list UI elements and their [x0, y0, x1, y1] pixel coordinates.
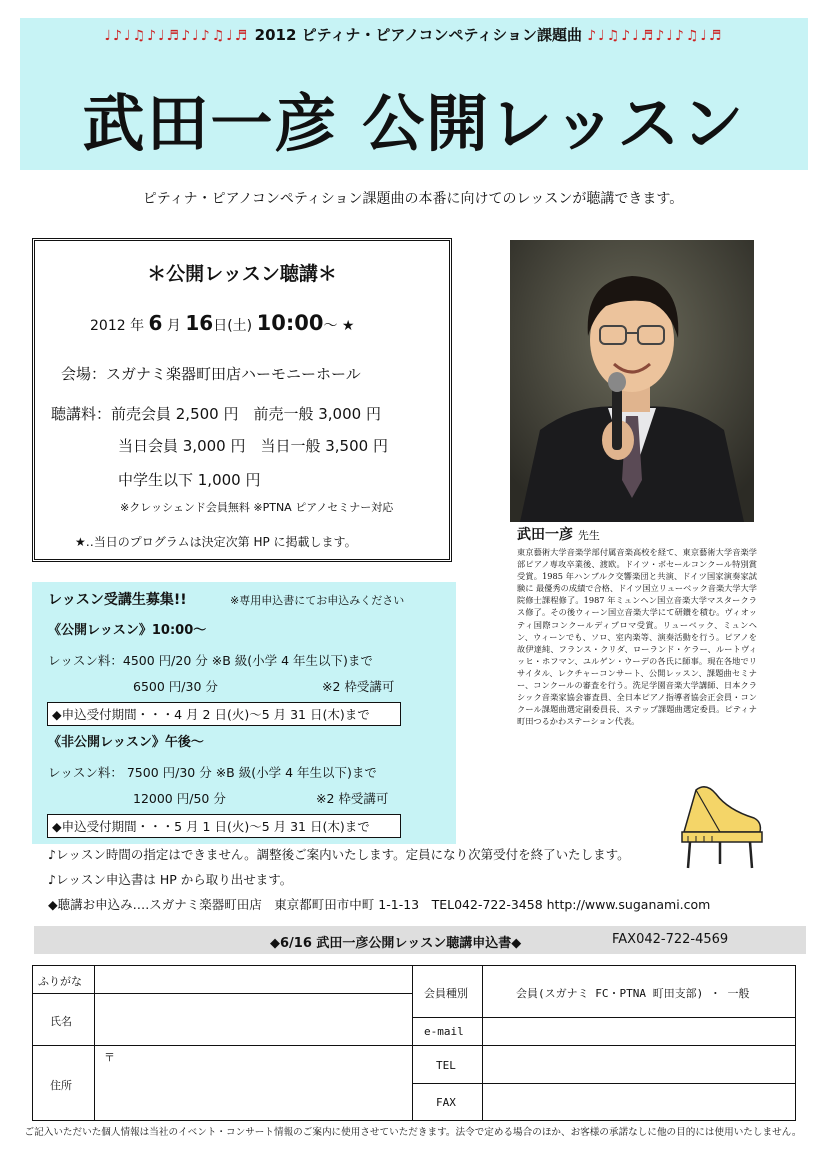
privacy-footer: ご記入いただいた個人情報は当社のイベント・コンサート情報のご案内に使用させていただきます。法令で定める場合のほか、お客様の承諾なしに他の目的には使用いたしません。: [24, 1127, 802, 1138]
member-type-label: 会員種別: [424, 987, 468, 1000]
name-field[interactable]: [96, 995, 410, 1044]
private-lesson-period: ◆申込受付期間・・・5 月 1 日(火)～5 月 31 日(木)まで: [47, 814, 401, 838]
postal-mark: 〒: [104, 1051, 115, 1064]
note-line-1: ♪レッスン時間の指定はできません。調整後ご案内いたします。定員になり次第受付を終了いたします。: [48, 847, 630, 862]
public-lesson-subtitle: 《公開レッスン》10:00～: [48, 623, 207, 638]
public-lesson-fee-2: 6500 円/30 分: [133, 679, 218, 694]
event-time: 10:00: [256, 311, 324, 335]
private-lesson-fee-1: レッスン料： 7500 円/30 分 ※B 級(小学 4 年生以下)まで: [48, 765, 377, 780]
public-lesson-period: ◆申込受付期間・・・4 月 2 日(火)～5 月 31 日(木)まで: [47, 702, 401, 726]
fee-line-3: 中学生以下 1,000 円: [118, 471, 261, 489]
piano-icon: [676, 780, 766, 872]
teacher-name-text: 武田一彦: [517, 527, 573, 543]
recruit-heading-note: ※専用申込書にてお申込みください: [230, 594, 405, 607]
public-lesson-title: ＊公開レッスン聴講＊: [147, 263, 337, 285]
address-label: 住所: [50, 1079, 72, 1092]
date-year: 2012: [90, 318, 126, 334]
teacher-name-suffix: 先生: [577, 529, 600, 542]
music-notes-right: ♪♩♫♪♩♬♪♩♪♫♩♬: [587, 28, 724, 44]
public-lesson-box: [32, 238, 452, 562]
fee-line-1: 聴講料：前売会員 2,500 円 前売一般 3,000 円: [51, 405, 381, 423]
email-label: e-mail: [424, 1025, 464, 1038]
event-date: [90, 311, 354, 335]
public-lesson-fee-2-note: ※2 枠受講可: [322, 679, 395, 694]
member-type-options[interactable]: 会員(スガナミ FC・PTNA 町田支部) ・ 一般: [516, 987, 750, 1000]
recruit-heading: レッスン受講生募集!!: [48, 592, 187, 608]
page-title: 武田一彦 公開レッスン: [82, 87, 746, 160]
address-field[interactable]: [96, 1047, 410, 1119]
note-line-2: ♪レッスン申込書は HP から取り出せます。: [48, 872, 293, 887]
private-lesson-subtitle: 《非公開レッスン》午後～: [48, 735, 204, 750]
teacher-name: [517, 524, 600, 544]
intro-text: ピティナ・ピアノコンペティション課題曲の本番に向けてのレッスンが聴講できます。: [142, 191, 684, 207]
music-notes-left: ♩♪♩♫♪♩♬♪♩♪♫♩♬: [104, 28, 250, 44]
header-subtitle-text: 2012 ピティナ・ピアノコンペティション課題曲: [254, 26, 582, 44]
date-day-suffix: 日(土): [213, 318, 253, 334]
header-subtitle: [20, 24, 808, 45]
teacher-photo-illustration: [510, 240, 754, 522]
header-banner: [20, 18, 808, 170]
note-line-3: ◆聴講お申込み‥‥スガナミ楽器町田店 東京都町田市中町 1-1-13 TEL042-722-3458 http://www.suganami.com: [48, 897, 711, 912]
fee-note: ※クレッシェンド会員無料 ※PTNA ピアノセミナー対応: [120, 501, 394, 514]
tel-label: TEL: [436, 1059, 456, 1072]
private-lesson-fee-2: 12000 円/50 分: [133, 791, 226, 806]
date-day: 16: [185, 311, 214, 335]
name-label: 氏名: [50, 1015, 72, 1028]
teacher-bio: 東京藝術大学音楽学部付属音楽高校を経て、東京藝術大学音楽学部ピアノ専攻卒業後、渡欧。ドイツ・ボセールコンクール特別賞受賞。1985 年ハンブルク交響楽団と共演、ドイツ国家演奏家試験に 最優秀の成績で合格、ドイツ国立リューベック音楽大学大学院修士課程修了。1987 年ミュンヘン国立音楽大学マスタークラス修了。その後ウィーン国立音楽大学にて研鑽を積む。ヴィオッティ国際コンクールディプロマ受賞。リューベック、ミュンヘン、ウィーンでも、ソロ、室内楽等、演奏活動を行う。ピアノを故伊達純、フランス・クリダ、ローランド・ケラー、ルートヴィッヒ・ホフマン、ユルゲン・ウーデの各氏に師事。現在各地でリサイタル、レクチャーコンサート、公開レッスン、課題曲セミナー、コンクールの審査を行う。洗足学園音楽大学講師、日本クラシック音楽家協会審査員、全日本ピアノ指導者協会正会員・コンクール課題曲選定副委員長、ステップ課題曲選定委員。ピティナ町田つるかわステーション代表。: [517, 547, 757, 727]
furigana-field[interactable]: [96, 967, 410, 992]
email-field[interactable]: [484, 1019, 794, 1044]
fax-field[interactable]: [484, 1085, 794, 1119]
fee-line-2: 当日会員 3,000 円 当日一般 3,500 円: [118, 437, 388, 455]
public-lesson-fee-1: レッスン料：4500 円/20 分 ※B 級(小学 4 年生以下)まで: [48, 653, 373, 668]
teacher-photo: [510, 240, 754, 522]
application-form: [32, 965, 796, 1121]
date-month-suffix: 月: [166, 318, 181, 334]
date-year-suffix: 年: [130, 318, 145, 334]
private-lesson-fee-2-note: ※2 枠受講可: [316, 791, 389, 806]
event-time-suffix: ～ ★: [323, 318, 355, 334]
form-title: ◆6/16 武田一彦公開レッスン聴講申込書◆: [270, 936, 522, 951]
form-fax: FAX042-722-4569: [612, 932, 729, 947]
furigana-label: ふりがな: [38, 975, 82, 988]
tel-field[interactable]: [484, 1047, 794, 1082]
fax-label: FAX: [436, 1096, 456, 1109]
program-note: ★‥当日のプログラムは決定次第 HP に掲載します。: [75, 535, 357, 549]
date-month: 6: [148, 311, 163, 335]
venue: 会場：スガナミ楽器町田店ハーモニーホール: [61, 365, 361, 383]
